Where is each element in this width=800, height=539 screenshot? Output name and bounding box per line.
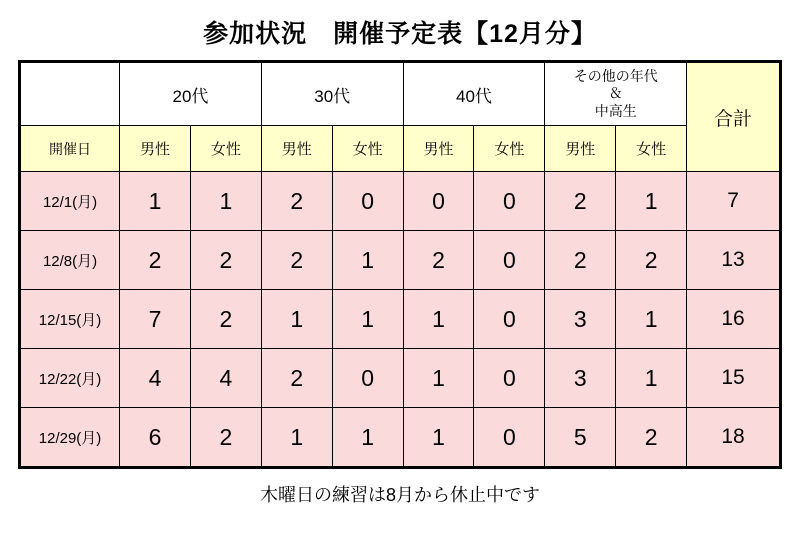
header-group-other-line3: 中高生 [594,102,637,119]
schedule-table-container [0,60,800,469]
table-header-sub-row [20,126,781,172]
page-title: 参加状況 開催予定表【12月分】 [203,20,597,48]
header-other-female: 女性 [616,126,687,172]
cell-row-total: 15 [687,349,781,408]
cell-20s-male: 2 [120,231,191,290]
cell-40s-female: 0 [474,349,545,408]
row-date: 12/8(月) [20,231,120,290]
cell-other-male: 2 [545,172,616,231]
cell-30s-female: 1 [332,290,403,349]
cell-30s-female: 1 [332,408,403,468]
cell-30s-male: 1 [261,290,332,349]
cell-30s-male: 2 [261,349,332,408]
header-total: 合計 [687,62,781,172]
footnote-text: 木曜日の練習は8月から休止中です [259,485,540,505]
cell-other-female: 1 [616,172,687,231]
header-date: 開催日 [20,126,120,172]
header-group-other-line2: ＆ [608,85,623,102]
cell-20s-female: 2 [190,290,261,349]
cell-40s-male: 1 [403,290,474,349]
cell-other-female: 1 [616,349,687,408]
cell-20s-male: 7 [120,290,191,349]
cell-20s-female: 2 [190,408,261,468]
cell-40s-female: 0 [474,408,545,468]
row-date: 12/29(月) [20,408,120,468]
table-row [20,231,781,290]
cell-other-male: 3 [545,290,616,349]
cell-40s-female: 0 [474,172,545,231]
row-date: 12/1(月) [20,172,120,231]
cell-30s-male: 2 [261,231,332,290]
header-40s-female: 女性 [474,126,545,172]
header-group-other [545,62,687,126]
header-other-male: 男性 [545,126,616,172]
cell-row-total: 7 [687,172,781,231]
header-group-20s: 20代 [120,62,262,126]
cell-40s-male: 2 [403,231,474,290]
header-20s-female: 女性 [190,126,261,172]
header-40s-male: 男性 [403,126,474,172]
table-header-group-row [20,62,781,126]
cell-other-male: 2 [545,231,616,290]
cell-20s-female: 4 [190,349,261,408]
cell-30s-female: 1 [332,231,403,290]
cell-other-female: 2 [616,408,687,468]
cell-30s-female: 0 [332,172,403,231]
cell-30s-male: 1 [261,408,332,468]
cell-20s-male: 4 [120,349,191,408]
cell-40s-male: 1 [403,349,474,408]
cell-other-female: 2 [616,231,687,290]
cell-row-total: 13 [687,231,781,290]
cell-row-total: 16 [687,290,781,349]
header-20s-male: 男性 [120,126,191,172]
row-date: 12/22(月) [20,349,120,408]
cell-40s-male: 0 [403,172,474,231]
cell-20s-female: 2 [190,231,261,290]
cell-40s-female: 0 [474,290,545,349]
cell-other-male: 5 [545,408,616,468]
attendance-schedule-table [18,60,782,469]
cell-other-female: 1 [616,290,687,349]
header-blank-cell [20,62,120,126]
cell-20s-female: 1 [190,172,261,231]
table-row [20,349,781,408]
header-30s-female: 女性 [332,126,403,172]
header-group-40s: 40代 [403,62,545,126]
table-row [20,172,781,231]
table-row [20,290,781,349]
header-30s-male: 男性 [261,126,332,172]
cell-other-male: 3 [545,349,616,408]
cell-30s-male: 2 [261,172,332,231]
row-date: 12/15(月) [20,290,120,349]
cell-30s-female: 0 [332,349,403,408]
header-group-30s: 30代 [261,62,403,126]
cell-40s-male: 1 [403,408,474,468]
cell-40s-female: 0 [474,231,545,290]
header-group-other-line1: その他の年代 [573,67,658,84]
table-row [20,408,781,468]
cell-20s-male: 6 [120,408,191,468]
cell-row-total: 18 [687,408,781,468]
cell-20s-male: 1 [120,172,191,231]
